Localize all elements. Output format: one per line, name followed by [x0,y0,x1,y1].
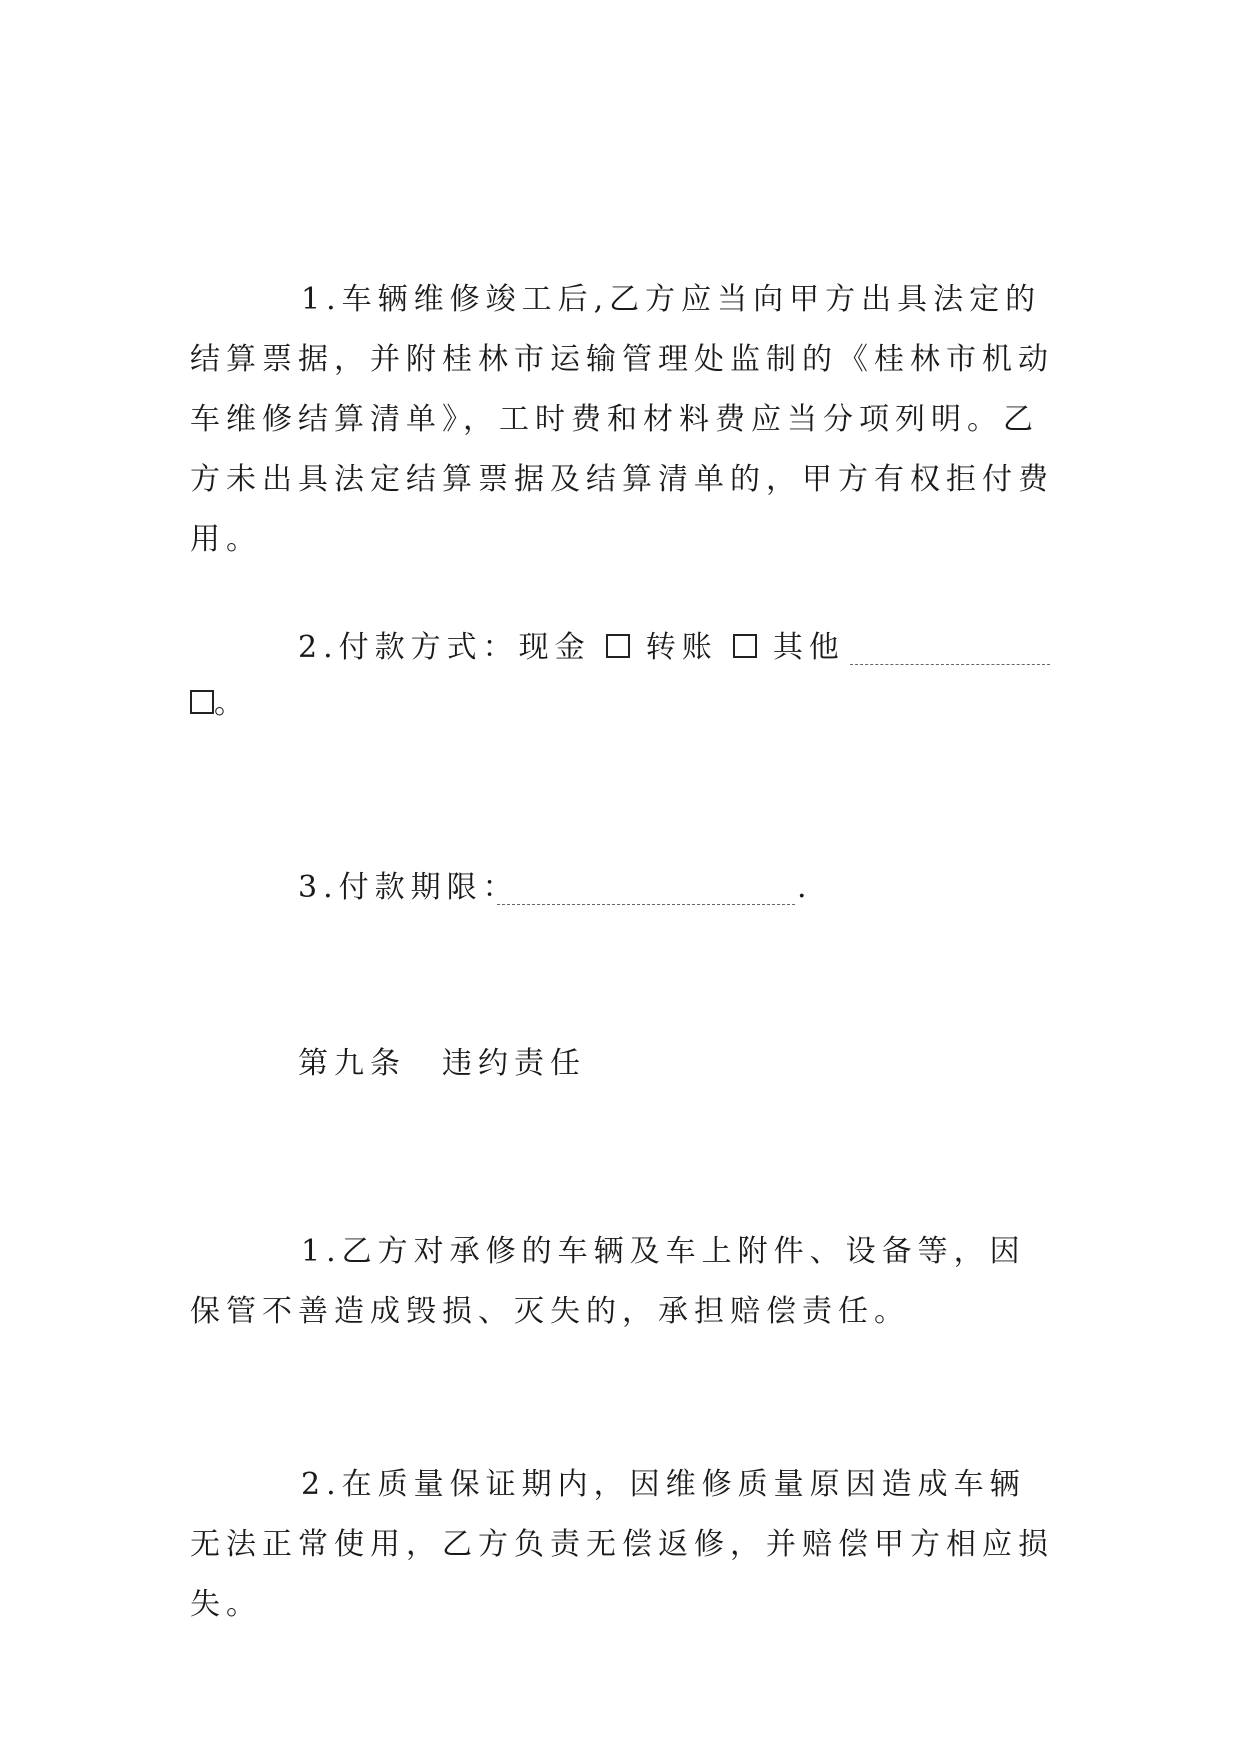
other-method-blank[interactable] [850,664,1050,665]
payment-settlement-paragraph: 1.车辆维修竣工后,乙方应当向甲方出具法定的结算票据，并附桂林市运输管理处监制的《桂林市机动车维修结算清单》，工时费和材料费应当分项列明。乙方未出具法定结算票据及结算清单的，甲方有权拒付费用。 [190,282,1054,557]
payment-method-end: 。 [214,686,250,721]
option-other-label: 其他 [772,630,845,665]
article9-paragraph-1: 1.乙方对承修的车辆及车上附件、设备等，因保管不善造成毁损、灭失的，承担赔偿责任。 [190,1234,1026,1329]
article9-paragraph-2: 2.在质量保证期内，因维修质量原因造成车辆无法正常使用，乙方负责无偿返修，并赔偿甲方相应损失。 [190,1467,1054,1622]
option-transfer-label: 转账 [645,630,718,665]
option-cash-label: 现金 [518,630,591,665]
article9-heading: 第九条 违约责任 [298,1046,586,1081]
payment-method-line-2 [190,684,250,724]
payment-deadline-line [298,868,519,908]
payment-deadline-end: . [797,870,813,905]
payment-deadline-blank[interactable] [497,904,795,905]
payment-method-label: 2.付款方式： [298,630,519,665]
transfer-checkbox[interactable] [733,634,757,658]
other-checkbox[interactable] [190,690,214,714]
payment-deadline-label: 3.付款期限： [298,870,519,905]
payment-method-line [298,628,845,668]
cash-checkbox[interactable] [606,634,630,658]
